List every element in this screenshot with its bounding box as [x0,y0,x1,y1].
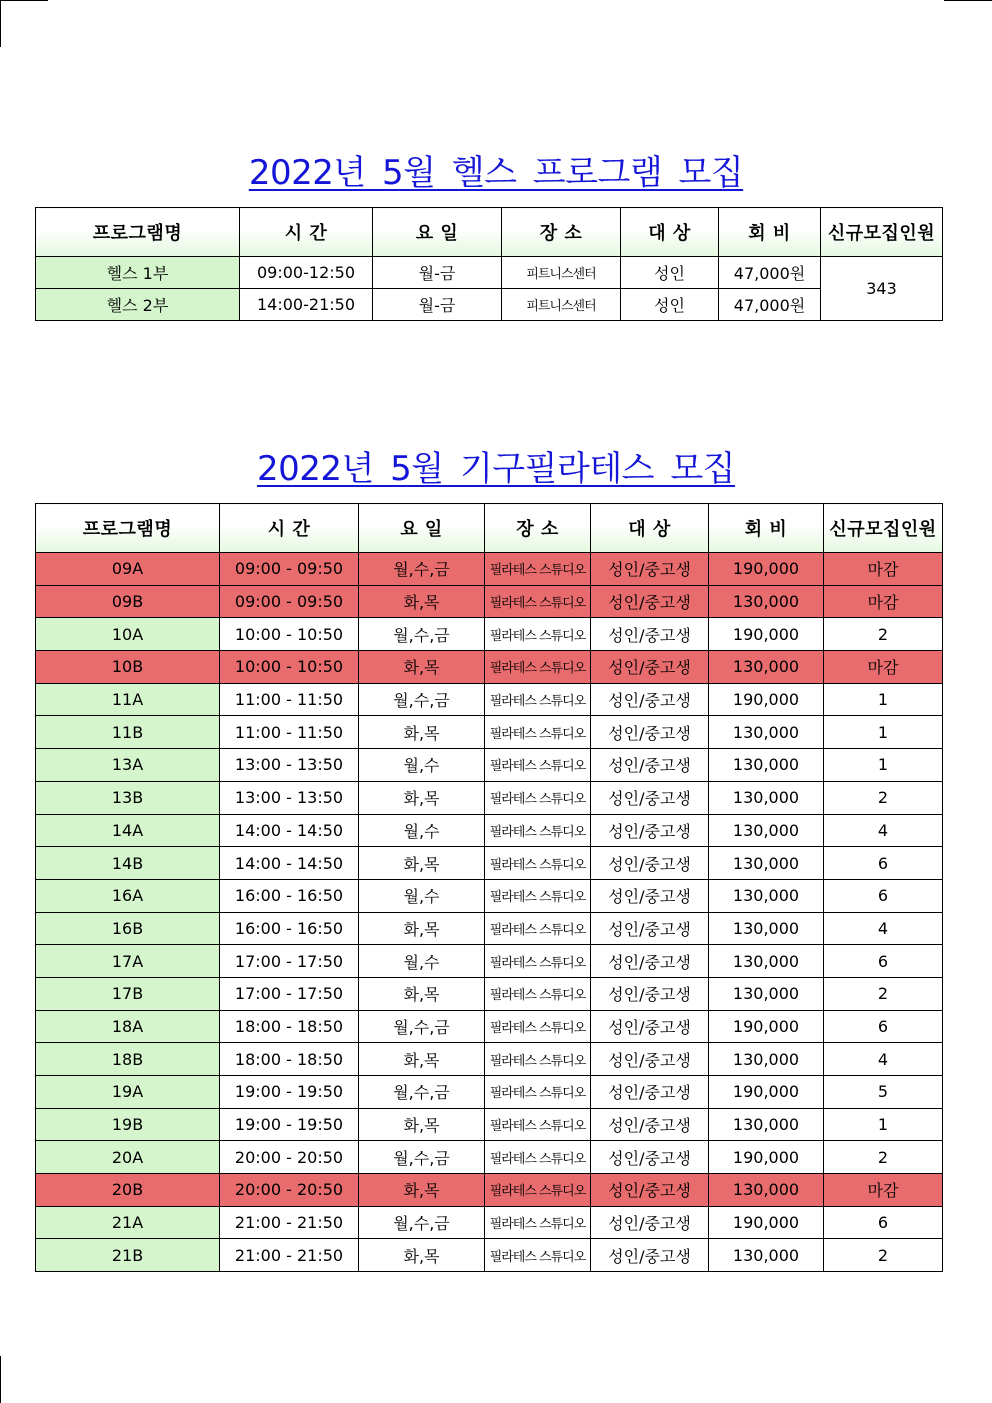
program-time: 14:00 - 14:50 [220,847,359,880]
program-time: 11:00 - 11:50 [220,683,359,716]
program-target: 성인/중고생 [591,977,709,1010]
program-time: 19:00 - 19:50 [220,1108,359,1141]
pilates-header-time: 시 간 [220,504,359,553]
program-days: 화,목 [359,716,485,749]
health-header-recruit: 신규모집인원 [821,208,943,257]
program-fee: 130,000 [709,1174,824,1207]
program-place: 필라테스 스튜디오 [485,847,591,880]
program-name: 17B [36,977,220,1010]
health-header-program: 프로그램명 [36,208,240,257]
health-table [35,207,943,321]
program-target: 성인/중고생 [591,1174,709,1207]
program-target: 성인/중고생 [591,716,709,749]
table-row [36,1010,943,1043]
program-target: 성인/중고생 [591,1108,709,1141]
table-row [36,977,943,1010]
program-recruit-count: 1 [824,749,943,782]
program-fee: 190,000 [709,618,824,651]
program-recruit-count: 4 [824,814,943,847]
pilates-header-target: 대 상 [591,504,709,553]
program-time: 17:00 - 17:50 [220,945,359,978]
table-row [36,585,943,618]
program-place: 필라테스 스튜디오 [485,651,591,684]
program-fee: 47,000원 [719,257,821,289]
program-days: 월,수,금 [359,618,485,651]
program-place: 피트니스센터 [502,257,621,289]
program-time: 11:00 - 11:50 [220,716,359,749]
program-place: 필라테스 스튜디오 [485,912,591,945]
program-target: 성인/중고생 [591,879,709,912]
table-row [36,618,943,651]
program-time: 16:00 - 16:50 [220,912,359,945]
health-header-days: 요 일 [373,208,502,257]
program-time: 20:00 - 20:50 [220,1174,359,1207]
program-days: 월,수,금 [359,1206,485,1239]
program-days: 월,수,금 [359,1010,485,1043]
program-recruit-count: 2 [824,1141,943,1174]
program-place: 필라테스 스튜디오 [485,977,591,1010]
table-row [36,683,943,716]
program-place: 필라테스 스튜디오 [485,1174,591,1207]
program-days: 화,목 [359,912,485,945]
program-recruit-count: 마감 [824,651,943,684]
program-fee: 130,000 [709,1043,824,1076]
program-target: 성인/중고생 [591,1239,709,1272]
program-place: 필라테스 스튜디오 [485,585,591,618]
table-row [36,945,943,978]
program-place: 필라테스 스튜디오 [485,553,591,586]
health-title: 2022년 5월 헬스 프로그램 모집 [248,153,744,193]
program-place: 필라테스 스튜디오 [485,1141,591,1174]
program-fee: 130,000 [709,879,824,912]
program-target: 성인 [621,257,719,289]
program-name: 13A [36,749,220,782]
program-name: 18A [36,1010,220,1043]
program-time: 13:00 - 13:50 [220,749,359,782]
program-target: 성인/중고생 [591,1076,709,1109]
program-recruit-count: 2 [824,1239,943,1272]
table-row [36,749,943,782]
program-recruit-count: 6 [824,945,943,978]
program-place: 필라테스 스튜디오 [485,781,591,814]
program-place: 피트니스센터 [502,289,621,321]
program-time: 18:00 - 18:50 [220,1043,359,1076]
table-row [36,651,943,684]
program-fee: 130,000 [709,781,824,814]
program-name: 20A [36,1141,220,1174]
table-row [36,1239,943,1272]
program-target: 성인/중고생 [591,749,709,782]
program-time: 14:00 - 14:50 [220,814,359,847]
program-target: 성인/중고생 [591,618,709,651]
program-time: 19:00 - 19:50 [220,1076,359,1109]
health-header-target: 대 상 [621,208,719,257]
program-name: 19A [36,1076,220,1109]
program-recruit-count: 6 [824,1010,943,1043]
program-target: 성인/중고생 [591,945,709,978]
program-fee: 47,000원 [719,289,821,321]
pilates-table-body [36,553,943,1272]
program-fee: 130,000 [709,716,824,749]
program-days: 화,목 [359,1174,485,1207]
program-recruit-count: 1 [824,716,943,749]
program-recruit-count: 마감 [824,585,943,618]
program-fee: 130,000 [709,585,824,618]
program-days: 화,목 [359,585,485,618]
program-name: 14A [36,814,220,847]
table-row [36,912,943,945]
program-days: 화,목 [359,781,485,814]
program-days: 화,목 [359,847,485,880]
program-days: 월-금 [373,257,502,289]
program-recruit-count: 1 [824,683,943,716]
program-name: 19B [36,1108,220,1141]
program-recruit-count: 6 [824,879,943,912]
program-days: 화,목 [359,977,485,1010]
program-recruit-count: 마감 [824,1174,943,1207]
pilates-title: 2022년 5월 기구필라테스 모집 [256,449,736,489]
pilates-header-place: 장 소 [485,504,591,553]
table-row [36,289,943,321]
program-name: 09B [36,585,220,618]
program-name: 10B [36,651,220,684]
program-recruit-count: 2 [824,977,943,1010]
program-days: 월,수,금 [359,1141,485,1174]
program-target: 성인 [621,289,719,321]
program-fee: 190,000 [709,553,824,586]
program-fee: 190,000 [709,1141,824,1174]
program-time: 18:00 - 18:50 [220,1010,359,1043]
program-name: 17A [36,945,220,978]
program-target: 성인/중고생 [591,553,709,586]
program-place: 필라테스 스튜디오 [485,618,591,651]
table-row [36,879,943,912]
program-time: 14:00-21:50 [240,289,373,321]
program-place: 필라테스 스튜디오 [485,1206,591,1239]
program-target: 성인/중고생 [591,781,709,814]
program-recruit-count: 2 [824,781,943,814]
program-name: 14B [36,847,220,880]
health-header-time: 시 간 [240,208,373,257]
program-days: 화,목 [359,1239,485,1272]
program-days: 월,수,금 [359,683,485,716]
program-fee: 190,000 [709,683,824,716]
table-row [36,781,943,814]
program-time: 09:00-12:50 [240,257,373,289]
table-row [36,716,943,749]
program-recruit-count: 마감 [824,553,943,586]
program-days: 월,수,금 [359,1076,485,1109]
program-fee: 190,000 [709,1076,824,1109]
program-place: 필라테스 스튜디오 [485,879,591,912]
program-recruit-count: 4 [824,1043,943,1076]
program-fee: 130,000 [709,749,824,782]
program-target: 성인/중고생 [591,683,709,716]
program-fee: 130,000 [709,847,824,880]
pilates-header-days: 요 일 [359,504,485,553]
program-name: 헬스 1부 [36,257,240,289]
program-place: 필라테스 스튜디오 [485,683,591,716]
crop-mark-top-right-horizontal [944,0,992,1]
program-name: 20B [36,1174,220,1207]
program-name: 16B [36,912,220,945]
program-name: 헬스 2부 [36,289,240,321]
program-place: 필라테스 스튜디오 [485,1010,591,1043]
table-row [36,1108,943,1141]
program-place: 필라테스 스튜디오 [485,1108,591,1141]
pilates-header-program: 프로그램명 [36,504,220,553]
program-time: 09:00 - 09:50 [220,585,359,618]
pilates-table [35,503,943,1272]
program-target: 성인/중고생 [591,1141,709,1174]
program-fee: 130,000 [709,945,824,978]
table-row [36,814,943,847]
program-target: 성인/중고생 [591,1010,709,1043]
program-fee: 190,000 [709,1206,824,1239]
program-name: 11B [36,716,220,749]
program-recruit-count: 6 [824,1206,943,1239]
program-target: 성인/중고생 [591,847,709,880]
program-days: 월,수,금 [359,553,485,586]
program-time: 10:00 - 10:50 [220,618,359,651]
program-name: 16A [36,879,220,912]
program-name: 13B [36,781,220,814]
program-recruit-count: 1 [824,1108,943,1141]
program-days: 월,수 [359,814,485,847]
program-days: 월,수 [359,749,485,782]
program-place: 필라테스 스튜디오 [485,716,591,749]
pilates-header-recruit: 신규모집인원 [824,504,943,553]
program-name: 09A [36,553,220,586]
crop-mark-top-left-horizontal [0,0,48,1]
pilates-header-row [36,504,943,553]
table-row [36,553,943,586]
program-fee: 130,000 [709,1239,824,1272]
program-time: 09:00 - 09:50 [220,553,359,586]
program-days: 월,수 [359,945,485,978]
program-name: 18B [36,1043,220,1076]
program-target: 성인/중고생 [591,814,709,847]
program-time: 13:00 - 13:50 [220,781,359,814]
program-recruit-count: 5 [824,1076,943,1109]
program-place: 필라테스 스튜디오 [485,945,591,978]
program-time: 17:00 - 17:50 [220,977,359,1010]
program-days: 월,수 [359,879,485,912]
program-place: 필라테스 스튜디오 [485,1043,591,1076]
program-time: 21:00 - 21:50 [220,1206,359,1239]
program-fee: 130,000 [709,977,824,1010]
program-target: 성인/중고생 [591,651,709,684]
program-place: 필라테스 스튜디오 [485,1076,591,1109]
program-target: 성인/중고생 [591,1043,709,1076]
program-place: 필라테스 스튜디오 [485,814,591,847]
program-target: 성인/중고생 [591,1206,709,1239]
health-recruit-count: 343 [821,257,943,321]
program-time: 20:00 - 20:50 [220,1141,359,1174]
program-days: 화,목 [359,651,485,684]
program-name: 21A [36,1206,220,1239]
table-row [36,1141,943,1174]
program-recruit-count: 4 [824,912,943,945]
crop-mark-bottom-left-vertical [0,1356,1,1403]
program-time: 21:00 - 21:50 [220,1239,359,1272]
program-time: 10:00 - 10:50 [220,651,359,684]
health-header-place: 장 소 [502,208,621,257]
program-fee: 130,000 [709,814,824,847]
health-header-fee: 회 비 [719,208,821,257]
program-time: 16:00 - 16:50 [220,879,359,912]
program-name: 10A [36,618,220,651]
program-days: 화,목 [359,1043,485,1076]
program-place: 필라테스 스튜디오 [485,749,591,782]
table-row [36,1076,943,1109]
program-target: 성인/중고생 [591,585,709,618]
program-days: 화,목 [359,1108,485,1141]
program-name: 21B [36,1239,220,1272]
program-name: 11A [36,683,220,716]
table-row [36,1043,943,1076]
health-header-row [36,208,943,257]
crop-mark-top-left-vertical [0,0,1,47]
pilates-header-fee: 회 비 [709,504,824,553]
table-row [36,1206,943,1239]
program-fee: 190,000 [709,1010,824,1043]
program-target: 성인/중고생 [591,912,709,945]
program-recruit-count: 2 [824,618,943,651]
program-place: 필라테스 스튜디오 [485,1239,591,1272]
table-row [36,257,943,289]
table-row [36,847,943,880]
program-fee: 130,000 [709,1108,824,1141]
program-days: 월-금 [373,289,502,321]
program-recruit-count: 6 [824,847,943,880]
program-fee: 130,000 [709,651,824,684]
table-row [36,1174,943,1207]
program-fee: 130,000 [709,912,824,945]
